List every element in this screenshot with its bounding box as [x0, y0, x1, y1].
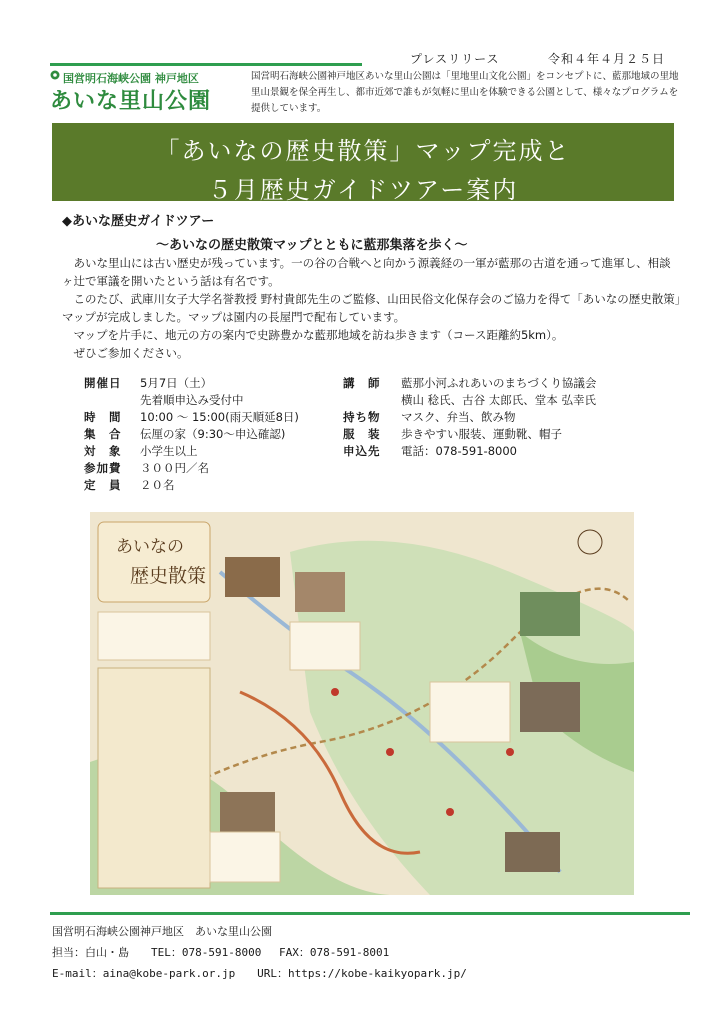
map-title-line-1: あいなの	[116, 537, 184, 557]
footer-org: 国営明石海峡公園神戸地区 あいな里山公園	[52, 925, 272, 938]
detail-row	[84, 443, 330, 460]
detail-value: 小学生以上	[140, 444, 198, 458]
section-subheading: ～あいなの歴史散策マップとともに藍那集落を歩く～	[156, 238, 468, 253]
footer-contact	[52, 921, 467, 984]
detail-row	[343, 409, 596, 426]
detail-row	[343, 392, 596, 409]
section-heading: ◆あいな歴史ガイドツアー	[62, 214, 215, 229]
detail-label: 開催日	[84, 376, 122, 390]
detail-value: 5月7日（土）	[140, 376, 213, 390]
event-details-right	[343, 375, 596, 460]
logo-title: あいな里山公園	[50, 89, 212, 114]
detail-row	[84, 375, 330, 392]
logo-subtitle: 国営明石海峡公園 神戸地区	[63, 72, 199, 85]
press-release-label: プレスリリース	[410, 52, 500, 66]
footer-email-url: E-mail：aina@kobe-park.or.jp URL：https://kobe-kaikyopark.jp/	[52, 967, 467, 980]
detail-label: 時 間	[84, 410, 122, 424]
flower-logo-icon	[50, 70, 60, 80]
history-walk-map	[90, 512, 634, 895]
detail-value: 歩きやすい服装、運動靴、帽子	[401, 427, 562, 441]
detail-value: 藍那小河ふれあいのまちづくり協議会	[401, 376, 597, 390]
event-details-left	[84, 375, 330, 494]
headline-line-1: 「あいなの歴史散策」マップ完成と	[155, 137, 571, 165]
detail-row	[84, 409, 330, 426]
detail-label: 持ち物	[343, 410, 381, 424]
map-title-line-2: 歴史散策	[130, 565, 207, 587]
detail-value: 横山 稔氏、古谷 太郎氏、堂本 弘幸氏	[401, 393, 596, 407]
detail-row	[84, 392, 330, 409]
detail-value: 電話：078-591-8000	[401, 444, 517, 458]
detail-row	[343, 426, 596, 443]
detail-row	[84, 477, 330, 494]
detail-row	[84, 460, 330, 477]
detail-value: マスク、弁当、飲み物	[401, 410, 516, 424]
bottom-divider	[50, 912, 690, 915]
detail-label: 参加費	[84, 461, 122, 475]
detail-label	[343, 392, 401, 409]
detail-value: 先着順申込み受付中	[140, 393, 244, 407]
release-date: 令和４年４月２５日	[548, 52, 666, 66]
paragraph: このたび、武庫川女子大学名誉教授 野村貴郎先生のご監修、山田民俗文化保存会のご協力を得て「あいなの歴史散策」マップが完成しました。マップは園内の長屋門で配布しています。	[62, 292, 681, 324]
detail-value: 10:00 ～ 15:00(雨天順延8日)	[140, 410, 299, 424]
paragraph: あいな里山には古い歴史が残っています。一の谷の合戦へと向かう源義経の一軍が藍那の古道を通って進軍し、相談ヶ辻で軍議を開いたという話は有名です。	[62, 256, 671, 288]
detail-value: ２０名	[140, 478, 175, 492]
detail-row	[343, 375, 596, 392]
headline-line-2: ５月歴史ガイドツアー案内	[207, 176, 519, 204]
detail-label: 服 装	[343, 427, 381, 441]
detail-label: 申込先	[343, 444, 381, 458]
detail-row	[84, 426, 330, 443]
intro-text: 国営明石海峡公園神戸地区あいな里山公園は「里地里山文化公園」をコンセプトに、藍那地域の里地里山景観を保全再生し、都市近郊で誰もが気軽に里山を体験できる公園として、様々なプログラムを提供しています。	[251, 71, 679, 114]
top-divider	[50, 63, 362, 66]
detail-label: 対 象	[84, 444, 122, 458]
paragraph: マップを片手に、地元の方の案内で史跡豊かな藍那地域を訪ね歩きます（コース距離約5km）。	[62, 328, 564, 342]
detail-label: 定 員	[84, 478, 122, 492]
headline-banner	[52, 123, 674, 204]
detail-label: 集 合	[84, 427, 122, 441]
paragraph: ぜひご参加ください。	[62, 346, 189, 360]
detail-label	[84, 392, 140, 409]
detail-value: 伝厘の家（9:30～申込確認)	[140, 427, 286, 441]
detail-label: 講 師	[343, 376, 381, 390]
body-text	[62, 254, 682, 362]
detail-value: ３００円／名	[140, 461, 209, 475]
detail-row	[343, 443, 596, 460]
footer-phone: 担当：白山・島 TEL：078-591-8000 FAX：078-591-8001	[52, 946, 390, 959]
